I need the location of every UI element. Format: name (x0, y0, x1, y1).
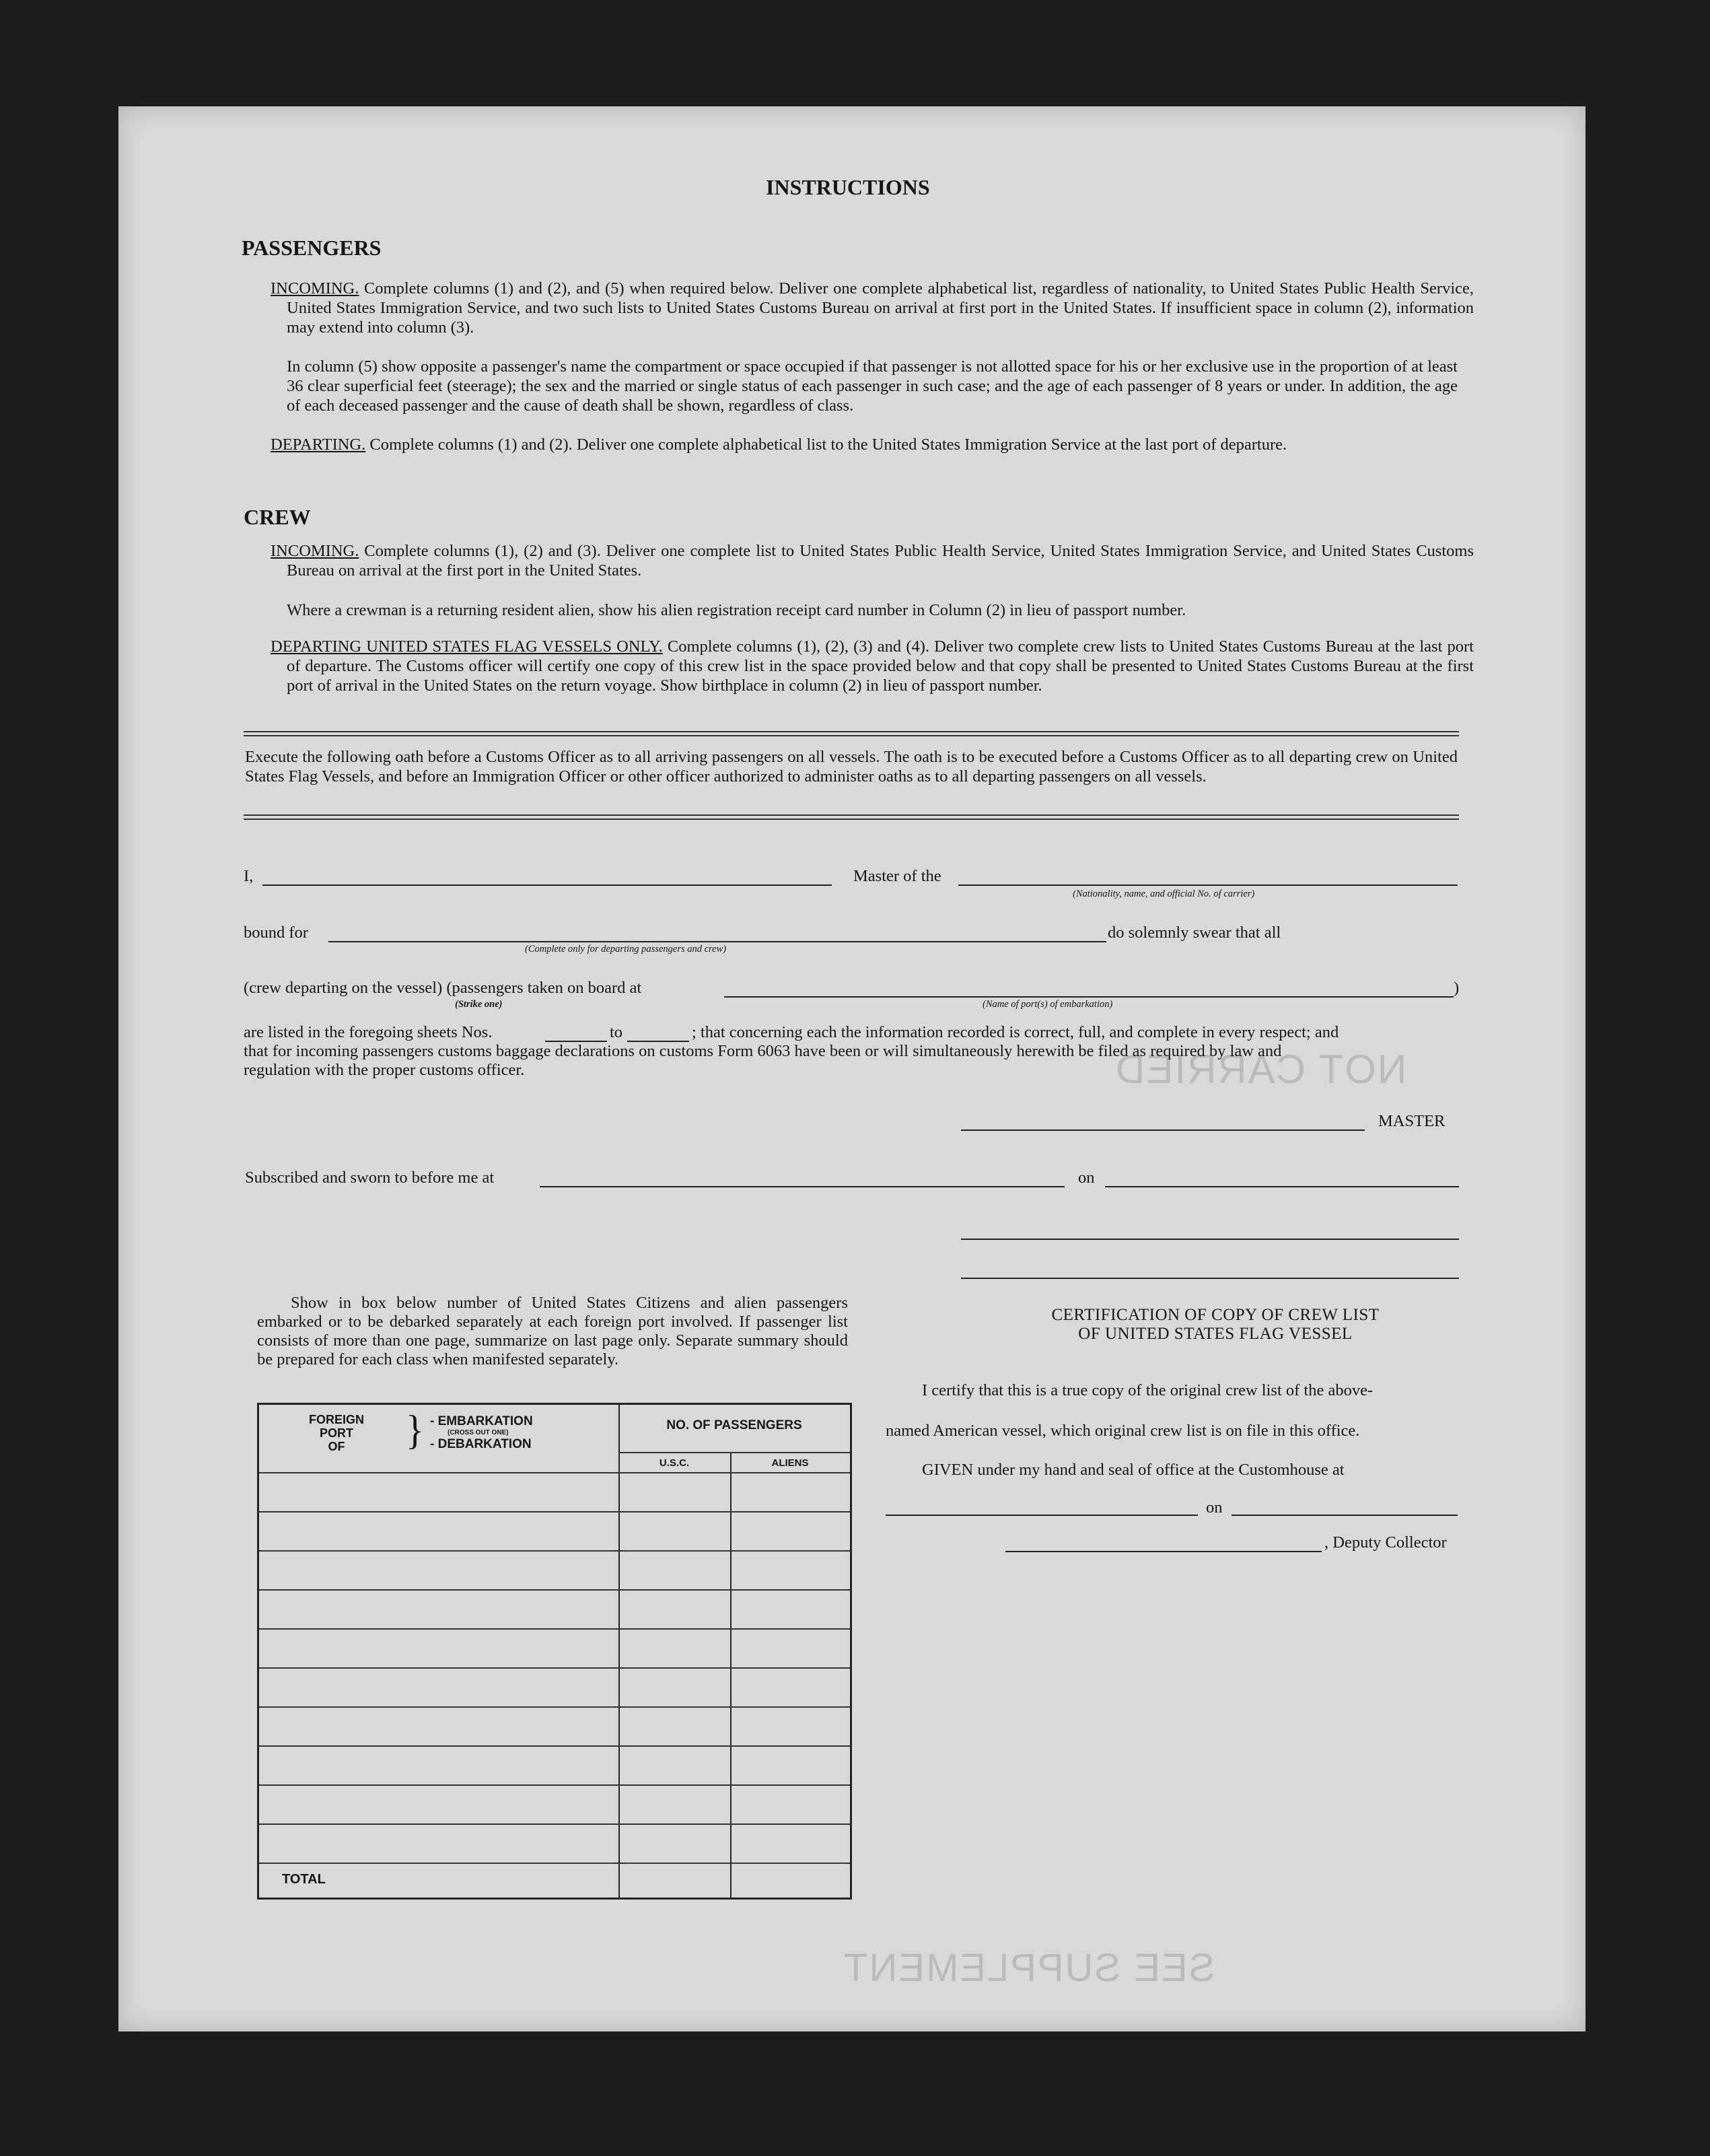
table-row-rule (259, 1863, 850, 1864)
certify-line2: named American vessel, which original crew list is on file in this office. (886, 1422, 1360, 1440)
table-divider-usc (730, 1452, 732, 1898)
cross-out-one-label: (CROSS OUT ONE) (448, 1429, 509, 1436)
oath-line2: that for incoming passengers customs baggage declarations on customs Form 6063 have been or will simultaneously herewith be filed as required by law and (244, 1042, 1282, 1060)
master-of-the-label: Master of the (853, 867, 941, 885)
table-subheader-rule (618, 1452, 850, 1453)
carrier-line[interactable] (958, 884, 1458, 886)
are-listed-continued: ; that concerning each the information recorded is correct, full, and complete in every respect; and (692, 1023, 1339, 1041)
table-row-rule (259, 1511, 850, 1512)
crew-incoming-text: Complete columns (1), (2) and (3). Deliver one complete list to United States Public Health Service, United States Immigration Service, and United States Customs Bureau on arrival at the first port in the United States. (287, 542, 1474, 580)
passengers-incoming-paragraph (271, 279, 1474, 337)
bound-for-label: bound for (244, 924, 308, 942)
oath-close-paren: ) (1454, 979, 1460, 997)
crew-departing-text: Complete columns (1), (2), (3) and (4). Deliver two complete crew lists to United States Customs Bureau at the last port of departure. The Customs officer will certify one copy of this crew list in the space provided below and that copy shall be presented to United States Customs Bureau at the first port of arrival in the United States on the return voyage. Show birthplace in column (2) in lieu of passport number. (287, 637, 1474, 695)
strike-one-caption: (Strike one) (455, 999, 503, 1010)
crew-incoming-paragraph (271, 541, 1474, 580)
crew-incoming-lead: INCOMING. (271, 542, 359, 560)
deputy-signature-line[interactable] (1005, 1551, 1322, 1552)
table-row-rule (259, 1589, 850, 1591)
table-row-rule (259, 1628, 850, 1630)
table-row-rule (259, 1823, 850, 1825)
total-label: TOTAL (282, 1872, 326, 1887)
passengers-incoming-lead: INCOMING. (271, 279, 359, 298)
certification-on-label: on (1206, 1498, 1223, 1517)
passengers-departing-lead: DEPARTING. (271, 436, 366, 454)
ports-caption: (Name of port(s) of embarkation) (983, 999, 1113, 1010)
do-solemnly-label: do solemnly swear that all (1108, 924, 1281, 942)
crew-departing-label: (crew departing on the vessel) (passengers taken on board at (244, 979, 642, 997)
officer-signature-line-2[interactable] (961, 1278, 1459, 1279)
certify-line1: I certify that this is a true copy of the original crew list of the above- (922, 1381, 1374, 1399)
table-header-rule (259, 1472, 850, 1473)
subscribed-place-line[interactable] (540, 1186, 1065, 1187)
oath-instructions: Execute the following oath before a Customs Officer as to all arriving passengers on all vessels. The oath is to be executed before a Customs Officer as to all departing crew on United States Flag Vessels, and before an Immigration Officer or other officer authorized to administer oaths as to all departing passengers on all vessels. (245, 748, 1458, 786)
table-row-rule (259, 1706, 850, 1708)
foreign-header-word: FOREIGN (308, 1413, 364, 1426)
section-divider-top (244, 731, 1459, 736)
passengers-heading: PASSENGERS (242, 236, 382, 260)
complete-only-caption: (Complete only for departing passengers and crew) (525, 944, 727, 954)
oath-i-label: I, (244, 867, 254, 885)
see-supplement-stamp: SEE SUPPLEMENT (843, 1946, 1215, 1990)
of-header-word: OF (328, 1440, 345, 1453)
subscribed-date-line[interactable] (1105, 1186, 1459, 1187)
bound-for-line[interactable] (328, 941, 1106, 942)
passengers-departing-text: Complete columns (1) and (2). Deliver one complete alphabetical list to the United States Immigration Service at the last port of departure. (365, 436, 1287, 454)
section-divider-bottom (244, 814, 1459, 820)
crew-departing-lead: DEPARTING UNITED STATES FLAG VESSELS ONLY. (271, 637, 663, 656)
table-row-rule (259, 1550, 850, 1552)
certification-title-line1: CERTIFICATION OF COPY OF CREW LIST (1051, 1306, 1380, 1324)
table-row-rule (259, 1745, 850, 1747)
nationality-caption: (Nationality, name, and official No. of carrier) (1073, 889, 1255, 899)
customhouse-line[interactable] (886, 1515, 1198, 1516)
table-row-rule (259, 1784, 850, 1786)
ports-line[interactable] (724, 996, 1454, 998)
port-header-word: PORT (319, 1426, 353, 1440)
officer-signature-line-1[interactable] (961, 1239, 1459, 1240)
certification-date-line[interactable] (1232, 1515, 1458, 1516)
master-label: MASTER (1378, 1112, 1446, 1130)
are-listed-label: are listed in the foregoing sheets Nos. (244, 1023, 493, 1041)
passengers-column5-paragraph: In column (5) show opposite a passenger's name the compartment or space occupied if that passenger is not allotted space for his or her exclusive use in the proportion of at least 36 clear superficial feet (steerage); the sex and the married or single status of each passenger in such case; and the age of each passenger of 8 years or under. In addition, the age of each deceased passenger and the cause of death shall be shown, regardless of class. (287, 357, 1458, 415)
crew-heading: CREW (244, 505, 311, 529)
given-line: GIVEN under my hand and seal of office at the Customhouse at (922, 1461, 1345, 1479)
deputy-collector-label: , Deputy Collector (1324, 1533, 1447, 1552)
oath-line3: regulation with the proper customs officer. (244, 1061, 525, 1079)
page-title: INSTRUCTIONS (766, 175, 930, 199)
passengers-departing-paragraph (271, 435, 1474, 454)
passenger-summary-table (257, 1403, 852, 1900)
foreign-port-header (299, 1413, 373, 1453)
brace-icon: } (406, 1407, 424, 1454)
certification-title (973, 1306, 1458, 1344)
aliens-header: ALIENS (771, 1457, 809, 1469)
crew-departing-paragraph (271, 637, 1474, 695)
not-carried-stamp: NOT CARRIED (1114, 1047, 1407, 1092)
are-listed-to-label: to (610, 1023, 623, 1041)
master-signature-line[interactable] (961, 1129, 1365, 1131)
embarkation-label: - EMBARKATION (430, 1414, 533, 1428)
certification-title-line2: OF UNITED STATES FLAG VESSEL (1078, 1325, 1353, 1343)
summary-instructions: Show in box below number of United States Citizens and alien passengers embarked or to be debarked separately at each foreign port involved. If passenger list consists of more than one page, summarize on last page only. Separate summary should be prepared for each class when manifested separately. (257, 1294, 848, 1368)
crew-resident-paragraph: Where a crewman is a returning resident alien, show his alien registration receipt card number in Column (2) in lieu of passport number. (287, 601, 1186, 619)
no-of-passengers-header: NO. OF PASSENGERS (666, 1418, 802, 1432)
subscribed-label: Subscribed and sworn to before me at (245, 1169, 495, 1187)
subscribed-on-label: on (1078, 1169, 1095, 1187)
passengers-incoming-text: Complete columns (1) and (2), and (5) when required below. Deliver one complete alphabetical list, regardless of nationality, to United States Public Health Service, United States Immigration Service, and two such lists to United States Customs Bureau on arrival at first port in the United States. If insufficient space in column (2), information may extend into column (3). (287, 279, 1474, 337)
table-row-rule (259, 1667, 850, 1669)
debarkation-label: - DEBARKATION (430, 1437, 532, 1451)
form-page (118, 106, 1586, 2031)
master-name-line[interactable] (262, 884, 832, 886)
usc-header: U.S.C. (659, 1457, 690, 1469)
